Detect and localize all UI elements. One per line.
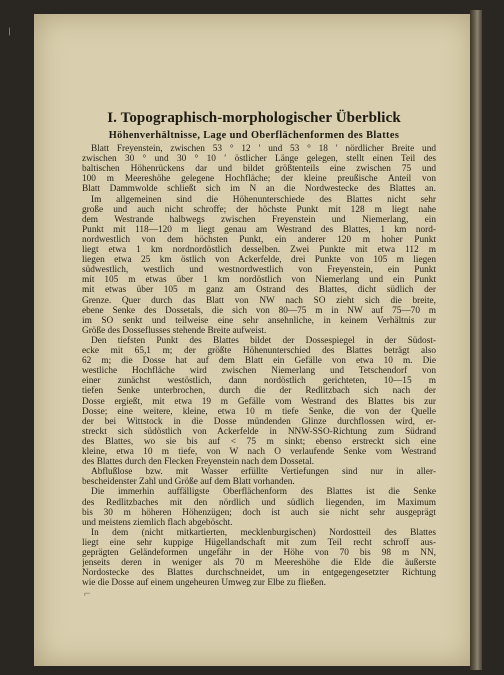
text-line: mit 105 m etwas über 1 km nordöstlich von Niemerlang und ein Punkt	[82, 275, 436, 286]
text-line: südwestlich, westlich und westnordwestlich von Freyenstein, ein Punkt	[82, 265, 436, 276]
book-binding-edge	[470, 10, 482, 670]
text-line: streckt sich südöstlich von Ackerfelde in NNW-SSO-Richtung zum Südrand	[82, 426, 436, 437]
text-line: liegen etwa 25 km östlich von Ackerfelde, drei Punkte von 105 m liegen	[82, 255, 436, 266]
text-line: Dosse ergießt, mit etwa 19 m Gefälle vom Westrand des Blattes bis zur	[82, 396, 436, 407]
text-line: ebene Senke des Dossetals, die sich von 80—75 m in NW auf 75—70 m	[82, 305, 436, 316]
text-line: bis 30 m höheren Höhenzügen; doch ist auch sie nicht sehr ausgeprägt	[82, 507, 436, 518]
text-line: mit etwas über 105 m ganz am Ostrand des Blattes, dicht südlich der	[82, 285, 436, 296]
text-line: Die immerhin auffälligste Oberflächenform des Blattes ist die Senke	[91, 487, 436, 498]
text-line: der bei Wittstock in die Dosse mündenden Glinze durchflossen wird, er-	[82, 416, 436, 427]
text-line: bescheidenster Zahl und Größe auf dem Blatt vorhanden.	[82, 477, 295, 488]
text-line: des Blattes durch den Flecken Freyenstein nach dem Dossetal.	[82, 457, 315, 468]
text-line: und meistens ziemlich flach abgeböscht.	[82, 517, 233, 528]
text-line: tiefen Senke unterbrochen, durch die der Redlitzbach sich nach der	[82, 386, 436, 397]
text-line: 62 m; die Dosse hat auf dem Blatt ein Gefälle von etwa 10 m. Die	[82, 356, 436, 367]
text-line: im SO senkt und teilweise eine sehr ansehnliche, in keinem Verhältnis zur	[82, 315, 436, 326]
text-line: ecke mit 65,1 m; der größte Höhenunterschied des Blattes beträgt also	[82, 346, 436, 356]
text-line: Punkt mit 118—120 m liegt genau am Westrand des Blattes, 1 km nord-	[82, 224, 436, 235]
text-line: Den tiefsten Punkt des Blattes bildet der Dossespiegel in der Südost-	[91, 335, 436, 346]
text-line: liegt eine sehr kuppige Hügellandschaft mit zum Teil recht schroff aus-	[82, 537, 436, 548]
section-subtitle: Höhenverhältnisse, Lage und Oberflächenformen des Blattes	[108, 130, 400, 141]
text-line: große und auch nicht schroffe; der höchste Punkt mit 128 m liegt nahe	[82, 204, 436, 215]
text-line: Nordostecke des Blattes durchschneidet, um in entgegengesetzter Richtung	[82, 568, 436, 579]
text-line: westliche Hochfläche wird zwischen Niemerlang und Tetschendorf von	[82, 366, 436, 377]
text-line: 100 m Meereshöhe gelegene Hochfläche; der kleine preußische Anteil von	[82, 174, 436, 185]
text-line: jenseits deren in weniger als 70 m Meereshöhe die Elde die äußerste	[82, 558, 436, 569]
text-line: zwischen 30 ° und 30 ° 10 ′ östlicher Länge gelegen, stellt einen Teil des	[82, 154, 436, 165]
text-line: dem Westrande halbwegs zwischen Freyenstein und Niemerlang, ein	[82, 214, 436, 225]
text-line: Größe des Dosseflusses stehende Breite aufweist.	[82, 325, 267, 336]
text-line: Grenze. Quer durch das Blatt von NW nach SO zieht sich die breite,	[82, 295, 436, 306]
chapter-title: I. Topographisch-morphologischer Überblick	[107, 110, 401, 126]
text-line: Abflußlose bzw. mit Wasser erfüllte Vertiefungen sind nur in aller-	[91, 467, 436, 478]
text-line: nordwestlich von dem höchsten Punkt, ein anderer 120 m hoher Punkt	[82, 234, 436, 245]
pencil-mark: ⌐	[84, 586, 91, 600]
text-line: kleine, etwa 10 m tiefe, von W nach O verlaufende Senke vom Westrand	[82, 447, 436, 457]
text-line: Im allgemeinen sind die Höhenunterschiede des Blattes nicht sehr	[91, 194, 436, 205]
text-line: Blatt Freyenstein, zwischen 53 ° 12 ′ und 53 ° 18 ′ nördlicher Breite und	[91, 144, 436, 154]
text-line: liegt etwa 1 km nordnordöstlich desselben. Zwei Punkte mit etwa 112 m	[82, 245, 436, 255]
margin-mark: /	[6, 25, 14, 39]
text-line: Blatt Dammwolde schließt sich im N an die Nordwestecke des Blattes an.	[82, 184, 436, 195]
text-line: geprägten Geländeformen ungefähr in der Höhe von 70 bis 98 m NN,	[82, 548, 436, 558]
text-line: baltischen Höhenrückens dar und bildet größtenteils eine zwischen 75 und	[82, 164, 436, 175]
text-line: einer zunächst westöstlich, dann nordöstlich gerichteten, 10—15 m	[82, 376, 436, 387]
text-line: Dosse; eine weitere, kleine, etwa 10 m tiefe Senke, die von der Quelle	[82, 406, 436, 417]
text-line: wie die Dosse auf einem ungeheuren Umweg zur Elbe zu fließen.	[82, 578, 326, 589]
text-line: des Redlitzbaches mit den nördlich und südlich liegenden, im Maximum	[82, 497, 436, 508]
text-line: des Blattes, wo sie bis auf < 75 m sinkt; ebenso erstreckt sich eine	[82, 436, 436, 447]
text-line: In dem (nicht mitkartierten, mecklenburgischen) Nordostteil des Blattes	[91, 527, 436, 538]
